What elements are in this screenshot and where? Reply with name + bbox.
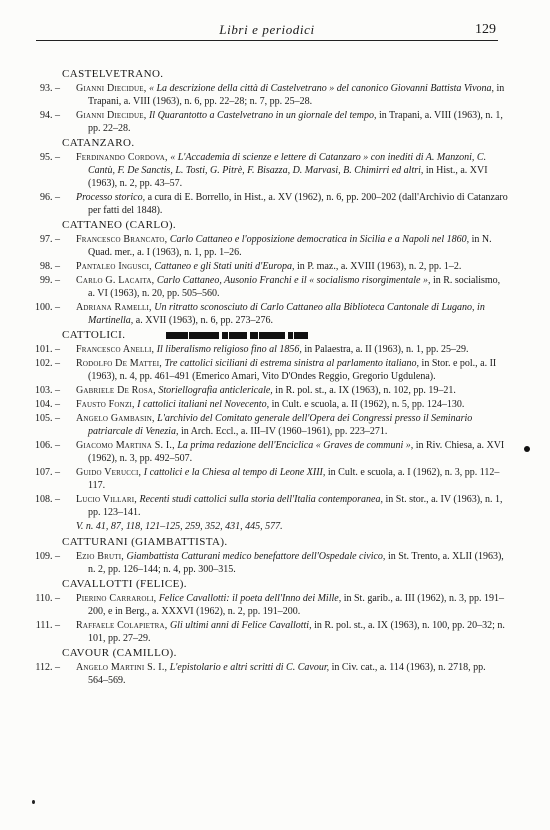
entry-title: Un ritratto sconosciuto di Carlo Cattaneo alla Biblioteca Cantonale di Lugano, in Martinella, (88, 302, 485, 326)
entry-title: Carlo Cattaneo, Ausonio Franchi e il « socialismo risorgimentale », (156, 275, 431, 286)
entry-citation: a cura di E. Borrello, in Hist., a. XV (1962), n. 6, pp. 200–202 (dall'Archivio di Catanzaro per fatti del 1848). (88, 192, 508, 216)
bibliography-entry (30, 260, 508, 273)
entry-citation: in St. stor., a. IV (1963), n. 1, pp. 123–141. (88, 494, 503, 518)
bibliography-entry (30, 191, 508, 217)
entry-number: 111. – (30, 619, 60, 632)
entry-author: Giacomo Martina S. I., (76, 440, 175, 451)
entry-number: 98. – (30, 260, 60, 273)
entry-title: L'archivio del Comitato generale dell'Opera dei Congressi presso il Seminario patriarcale di Venezia, (88, 413, 473, 437)
entry-title: « La descrizione della città di Castelvetrano » del canonico Giovanni Battista Vivona, (148, 83, 495, 94)
entry-citation: a. XVII (1963), n. 6, pp. 273–276. (135, 315, 273, 326)
redaction-bars (163, 329, 308, 341)
section-heading (30, 136, 508, 150)
section-heading-text: CATTANEO (CARLO). (62, 219, 177, 231)
cross-reference: V. n. 41, 87, 118, 121–125, 259, 352, 431, 445, 577. (76, 521, 283, 532)
margin-ink-mark (32, 800, 35, 804)
entry-title: L'epistolario e altri scritti di C. Cavour, (169, 662, 330, 673)
entry-citation: in P. maz., a. XVIII (1963), n. 2, pp. 1–2. (296, 261, 462, 272)
entry-number: 93. – (30, 82, 60, 95)
section-heading-text: CATTOLICI. (62, 329, 126, 341)
entry-author: Angelo Martini S. I., (76, 662, 168, 673)
entry-author: Francesco Anelli, (76, 344, 155, 355)
entry-author: Fausto Fonzi, (76, 399, 135, 410)
entry-citation: in R. socialismo, a. VI (1963), n. 20, pp. 505–560. (88, 275, 501, 299)
section-heading-text: CATANZARO. (62, 137, 135, 149)
section-heading (30, 646, 508, 660)
bibliography-entry (30, 398, 508, 411)
entry-number: 97. – (30, 233, 60, 246)
section-heading-text: CATTURANI (GIAMBATTISTA). (62, 536, 228, 548)
entry-number: 108. – (30, 493, 60, 506)
entry-title: Recenti studi cattolici sulla storia dell'Italia contemporanea, (139, 494, 383, 505)
bibliography-entry (30, 301, 508, 327)
bibliography-entry (30, 233, 508, 259)
entry-title: La prima redazione dell'Enciclica « Graves de communi », (177, 440, 414, 451)
bibliography-entry (30, 109, 508, 135)
bibliography-entry (30, 466, 508, 492)
running-head (36, 22, 498, 41)
entry-title: Carlo Cattaneo e l'opposizione democratica in Sicilia e a Napoli nel 1860, (169, 234, 470, 245)
redaction-bar (189, 332, 219, 339)
entry-author: Rodolfo De Mattei, (76, 358, 162, 369)
entry-citation: in Arch. Eccl., a. III–IV (1960–1961), pp. 223–271. (180, 426, 388, 437)
entry-citation: in Civ. cat., a. 114 (1963), n. 2718, pp. 564–569. (88, 662, 486, 686)
entry-author: Raffaele Colapietra, (76, 620, 168, 631)
entry-title: Il liberalismo religioso fino al 1856, (156, 344, 302, 355)
entry-citation: in Stor. e pol., a. II (1963), n. 4, pp. 461–491 (Emerico Amari, Vito D'Ondes Reggio, Gregorio Ugdulena). (88, 358, 497, 382)
redaction-bar (288, 332, 293, 339)
entry-author: Gianni Diecidue, (76, 83, 147, 94)
entry-number: 103. – (30, 384, 60, 397)
entry-author: Guido Verucci, (76, 467, 142, 478)
entry-author: Pierino Carraroli, (76, 593, 157, 604)
entry-citation: in St. garib., a. III (1962), n. 3, pp. 191–200, e in Berg., a. XXXVI (1962), n. 2, pp. 191–200. (88, 593, 504, 617)
entry-title: I cattolici e la Chiesa al tempo di Leone XIII, (143, 467, 326, 478)
page-number: 129 (475, 22, 496, 37)
entry-title: Giambattista Catturani medico benefattore dell'Ospedale civico, (126, 551, 386, 562)
redaction-bar (166, 332, 188, 339)
entry-number: 109. – (30, 550, 60, 563)
bibliography-entry (30, 151, 508, 190)
section-heading-text: CAVOUR (CAMILLO). (62, 647, 177, 659)
entry-author: Ezio Bruti, (76, 551, 124, 562)
entry-citation: in St. Trento, a. XLII (1963), n. 2, pp. 126–144; n. 4, pp. 300–315. (88, 551, 504, 575)
section-heading (30, 218, 508, 232)
entry-citation: in Cult. e scuola, a. II (1962), n. 5, pp. 124–130. (271, 399, 465, 410)
entry-author: Lucio Villari, (76, 494, 137, 505)
entry-number: 96. – (30, 191, 60, 204)
entry-citation: in R. pol. st., a. IX (1963), n. 102, pp. 19–21. (275, 385, 456, 396)
entry-author: Angelo Gambasin, (76, 413, 155, 424)
entry-author: Pantaleo Ingusci, (76, 261, 152, 272)
entry-title: Storiellografia anticlericale, (158, 385, 273, 396)
bibliography-entry (30, 661, 508, 687)
redaction-bar (259, 332, 285, 339)
entry-number: 101. – (30, 343, 60, 356)
section-heading-text: CASTELVETRANO. (62, 68, 164, 80)
bibliography-entry (30, 592, 508, 618)
margin-bullet-mark (524, 446, 530, 452)
bibliography-entry (30, 550, 508, 576)
entry-citation: in Hist., a. XVI (1963), n. 2, pp. 43–57. (88, 165, 488, 189)
section-heading-text: CAVALLOTTI (FELICE). (62, 578, 187, 590)
entry-author: Francesco Brancato, (76, 234, 168, 245)
entry-title: Gli ultimi anni di Felice Cavallotti, (169, 620, 312, 631)
section-heading (30, 328, 508, 342)
section-heading (30, 535, 508, 549)
entry-citation: in Palaestra, a. II (1963), n. 1, pp. 25–29. (304, 344, 469, 355)
bibliography-entry (30, 619, 508, 645)
bibliography-entry (30, 274, 508, 300)
redaction-bar (294, 332, 308, 339)
bibliography-entry (30, 439, 508, 465)
bibliography-entry (30, 384, 508, 397)
entry-title: I cattolici italiani nel Novecento, (137, 399, 270, 410)
entry-number: 102. – (30, 357, 60, 370)
entry-number: 104. – (30, 398, 60, 411)
entry-citation: in R. pol. st., a. IX (1963), n. 100, pp. 20–32; n. 101, pp. 27–29. (88, 620, 505, 644)
entry-number: 110. – (30, 592, 60, 605)
entry-citation: in Trapani, a. VIII (1963), n. 6, pp. 22–28; n. 7, pp. 25–28. (88, 83, 505, 107)
entry-number: 107. – (30, 466, 60, 479)
entry-citation: in Cult. e scuola, a. I (1962), n. 3, pp. 112–117. (88, 467, 500, 491)
section-heading (30, 577, 508, 591)
entry-title: Cattaneo e gli Stati uniti d'Europa, (154, 261, 295, 272)
redaction-bar (229, 332, 247, 339)
entry-title: « L'Accademia di scienze e lettere di Catanzaro » con inediti di A. Manzoni, C. Cantù, F. De Sanctis, L. Tosti, G. Pitrè, F. Bisazza, D. Marvasi, B. Chimirri ed altri, (88, 152, 487, 176)
entry-number: 99. – (30, 274, 60, 287)
entry-number: 94. – (30, 109, 60, 122)
bibliography-entry (30, 357, 508, 383)
entry-number: 106. – (30, 439, 60, 452)
entry-citation: in Riv. Chiesa, a. XVI (1962), n. 3, pp. 492–507. (88, 440, 505, 464)
entry-title: Processo storico, (76, 192, 146, 203)
redaction-bar (250, 332, 258, 339)
bibliography-entry (30, 493, 508, 519)
entry-author: Gabriele De Rosa, (76, 385, 156, 396)
entry-author: Ferdinando Cordova, (76, 152, 168, 163)
entry-number: 100. – (30, 301, 60, 314)
entry-citation: in N. Quad. mer., a. I (1963), n. 1, pp. 1–26. (88, 234, 492, 258)
running-head-title: Libri e periodici (219, 22, 315, 37)
bibliography-list (30, 66, 508, 688)
entry-number: 105. – (30, 412, 60, 425)
bibliography-entry (30, 82, 508, 108)
entry-author: Adriana Ramelli, (76, 302, 152, 313)
redaction-bar (222, 332, 228, 339)
entry-citation: in Trapani, a. VIII (1963), n. 1, pp. 22–28. (88, 110, 503, 134)
bibliography-entry (30, 412, 508, 438)
bibliography-entry (30, 343, 508, 356)
entry-number: 112. – (30, 661, 60, 674)
section-heading (30, 67, 508, 81)
entry-title: Tre cattolici siciliani di estrema sinistra al parlamento italiano, (164, 358, 420, 369)
entry-author: Carlo G. Lacaita, (76, 275, 155, 286)
entry-title: Il Quarantotto a Castelvetrano in un giornale del tempo, (148, 110, 377, 121)
entry-title: Felice Cavallotti: il poeta dell'Inno dei Mille, (158, 593, 342, 604)
entry-number: 95. – (30, 151, 60, 164)
entry-author: Gianni Diecidue, (76, 110, 147, 121)
